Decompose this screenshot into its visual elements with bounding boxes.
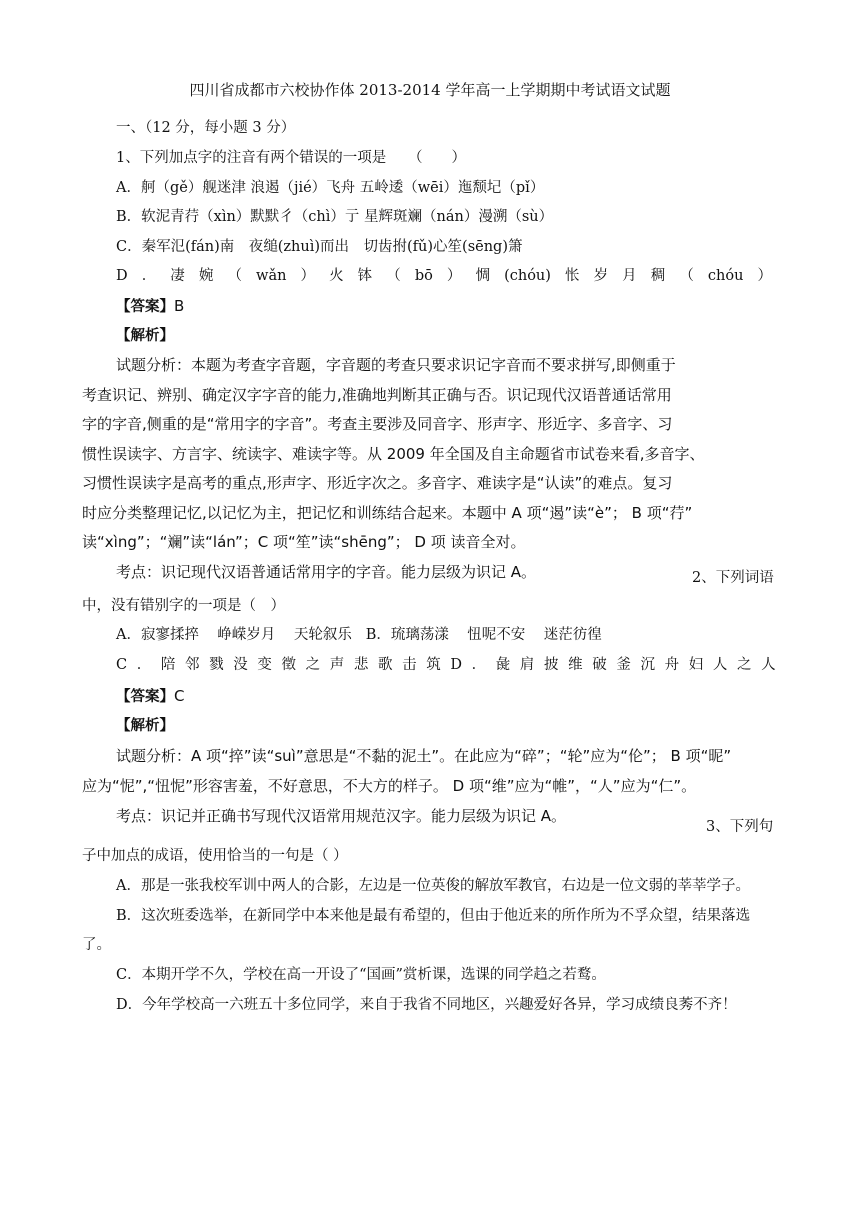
answer-tag: 【答案】 <box>116 299 174 315</box>
q2-ab-part: B．琉璃荡漾 <box>365 627 449 643</box>
q1-analysis-tag: 【解析】 <box>116 328 174 344</box>
q2-cd-part: 歌 <box>377 657 393 673</box>
q2-analysis-line: 应为“怩”,“忸怩”形容害羞，不好意思，不大方的样子。 D 项“维”应为“帷”，“人”应为“仁”。 <box>82 777 697 795</box>
q1-d-part: 婉 <box>198 268 214 284</box>
q1-d-part: 月 <box>622 268 637 284</box>
q2-analysis-tag: 【解析】 <box>116 718 174 734</box>
q1-answer <box>116 296 184 317</box>
q2-cd-part: 之 <box>305 657 321 673</box>
q2-cd-part: 彘 <box>495 657 511 673</box>
q1-d-part: 火 <box>329 268 344 284</box>
q2-ab-part: 忸呢不安 <box>467 627 526 643</box>
q1-analysis-line: 字的字音,侧重的是“常用字的字音”。考查主要涉及同音字、形声字、形近字、多音字、习 <box>82 415 673 433</box>
q1-d-part: 钵 <box>357 268 373 284</box>
q2-cd-part: C <box>116 657 128 673</box>
q1-d-part: D <box>116 268 128 284</box>
q1-d-part: 稠 <box>650 268 666 284</box>
q2-cd-part: 没 <box>233 657 248 673</box>
q1-analysis-line: 考查识记、辨别、确定汉字字音的能力,准确地判断其正确与否。识记现代汉语普通话常用 <box>82 386 672 404</box>
q2-options-ab <box>116 625 602 645</box>
q1-d-part: 凄 <box>170 268 185 284</box>
q2-cd-part: 釜 <box>616 657 631 673</box>
q2-ab-part: 峥嵘岁月 <box>217 627 276 643</box>
q3-option-d: D．今年学校高一六班五十多位同学，来自于我省不同地区，兴趣爱好各异，学习成绩良莠不齐！ <box>116 997 737 1013</box>
q1-d-part: ） <box>757 268 772 284</box>
q2-cd-part: 悲 <box>353 657 369 673</box>
q1-stem: 1、下列加点字的注音有两个错误的一项是 （ ） <box>116 150 466 166</box>
q2-analysis-line: 试题分析：A 项“捽”读“suì”意思是“不黏的泥土”。在此应为“碎”；“轮”应为“伦”； B 项“昵” <box>116 747 732 765</box>
q3-option-b: B．这次班委选举，在新同学中本来他是最有希望的，但由于他近来的所作所为不孚众望，结果落选 <box>116 908 751 924</box>
q1-d-part: ） <box>446 268 462 284</box>
answer-tag: 【答案】 <box>116 689 174 705</box>
q2-cd-part: 肩 <box>519 657 535 673</box>
q2-cd-part: 人 <box>712 657 728 673</box>
q2-cd-part: 声 <box>329 657 345 673</box>
q2-cd-part: 妇 <box>688 657 704 673</box>
q3-option-c: C．本期开学不久，学校在高一开设了“国画”赏析课，选课的同学趋之若鹜。 <box>116 967 606 983</box>
q2-stem: 中，没有错别字的一项是（ ） <box>82 598 285 614</box>
q2-cd-part: 变 <box>257 657 272 673</box>
q2-cd-part: 人 <box>761 657 776 673</box>
q1-d-part: bō <box>414 268 433 284</box>
q1-d-part: （ <box>227 268 242 284</box>
q1-d-part: 惆 <box>475 268 490 284</box>
q1-option-d <box>116 266 772 286</box>
q2-cd-part: 筑 <box>426 657 441 673</box>
q3-stem: 子中加点的成语，使用恰当的一句是（ ） <box>82 848 348 864</box>
q2-answer <box>116 686 184 707</box>
q1-d-part: ） <box>300 268 316 284</box>
q2-cd-part: D <box>450 657 462 673</box>
q1-d-part: 岁 <box>593 268 609 284</box>
q2-cd-part: 之 <box>737 657 752 673</box>
q1-d-part: wǎn <box>256 268 287 284</box>
q2-cd-part: ． <box>136 657 152 673</box>
q2-cd-part: 维 <box>568 657 583 673</box>
q2-cd-part: 披 <box>544 657 559 673</box>
q1-analysis-line: 惯性误读字、方言字、统读字、难读字等。从 2009 年全国及自主命题省市试卷来看,多音字、 <box>82 445 705 463</box>
q2-cd-part: 破 <box>592 657 607 673</box>
q2-cd-part: ． <box>471 657 487 673</box>
q2-cd-part: 舟 <box>664 657 680 673</box>
q2-ab-part: 迷茫彷徨 <box>543 627 602 643</box>
q2-cd-part: 击 <box>402 657 417 673</box>
q2-options-cd <box>116 655 776 675</box>
q2-cd-part: 沉 <box>640 657 655 673</box>
answer-value: B <box>174 297 185 315</box>
q1-analysis-line: 读“xìng”；“斓”读“lán”；C 项“笙”读“shēng”； D 项 读音全对。 <box>82 533 526 551</box>
q1-d-part: （ <box>386 268 401 284</box>
q1-d-part: (chóu) <box>504 268 551 284</box>
q1-d-part: 怅 <box>565 268 580 284</box>
q2-cd-part: 邻 <box>184 657 200 673</box>
q1-analysis-line: 试题分析：本题为考查字音题，字音题的考查只要求识记字音而不要求拼写,即侧重于 <box>116 356 676 374</box>
q2-cd-part: 戮 <box>209 657 224 673</box>
q2-ab-part: A．寂寥揉捽 <box>116 627 199 643</box>
q1-d-part: chóu <box>707 268 744 284</box>
q1-d-part: ． <box>141 268 157 284</box>
q2-ab-part: 天轮叙乐 <box>293 627 352 643</box>
q1-analysis-line: 习惯性误读字是高考的重点,形声字、形近字次之。多音字、难读字是“认读”的难点。复习 <box>82 474 673 492</box>
q2-cd-part: 徵 <box>281 657 296 673</box>
q2-stem-start: 2、下列词语 <box>692 570 774 586</box>
q3-option-a: A．那是一张我校军训中两人的合影，左边是一位英俊的解放军教官，右边是一位文弱的莘莘学子。 <box>116 878 750 894</box>
page-title: 四川省成都市六校协作体 2013-2014 学年高一上学期期中考试语文试题 <box>189 81 671 99</box>
q1-analysis-line: 时应分类整理记忆,以记忆为主，把记忆和训练结合起来。本题中 A 项“遏”读“è”； B 项“荇” <box>82 504 693 522</box>
q1-option-c: C．秦军氾(fán)南 夜缒(zhuì)而出 切齿拊(fǔ)心笙(sēng)箫 <box>116 239 523 255</box>
q3-stem-start: 3、下列句 <box>706 819 774 835</box>
q1-option-a: A．舸（gě）舰迷津 浪遏（jié）飞舟 五岭逶（wēi）迤颓圮（pǐ） <box>116 180 545 196</box>
q1-d-part: （ <box>679 268 694 284</box>
q2-point: 考点：识记并正确书写现代汉语常用规范汉字。能力层级为识记 A。 <box>116 807 567 825</box>
q2-cd-part: 陪 <box>160 657 176 673</box>
section-heading: 一、（12 分，每小题 3 分） <box>116 120 296 136</box>
q1-option-b: B．软泥青荇（xìn）默默彳（chì）亍 星辉斑斓（nán）漫溯（sù） <box>116 209 554 225</box>
q3-option-b-cont: 了。 <box>82 937 111 953</box>
answer-value: C <box>174 687 185 705</box>
q1-point: 考点：识记现代汉语普通话常用字的字音。能力层级为识记 A。 <box>116 563 537 581</box>
